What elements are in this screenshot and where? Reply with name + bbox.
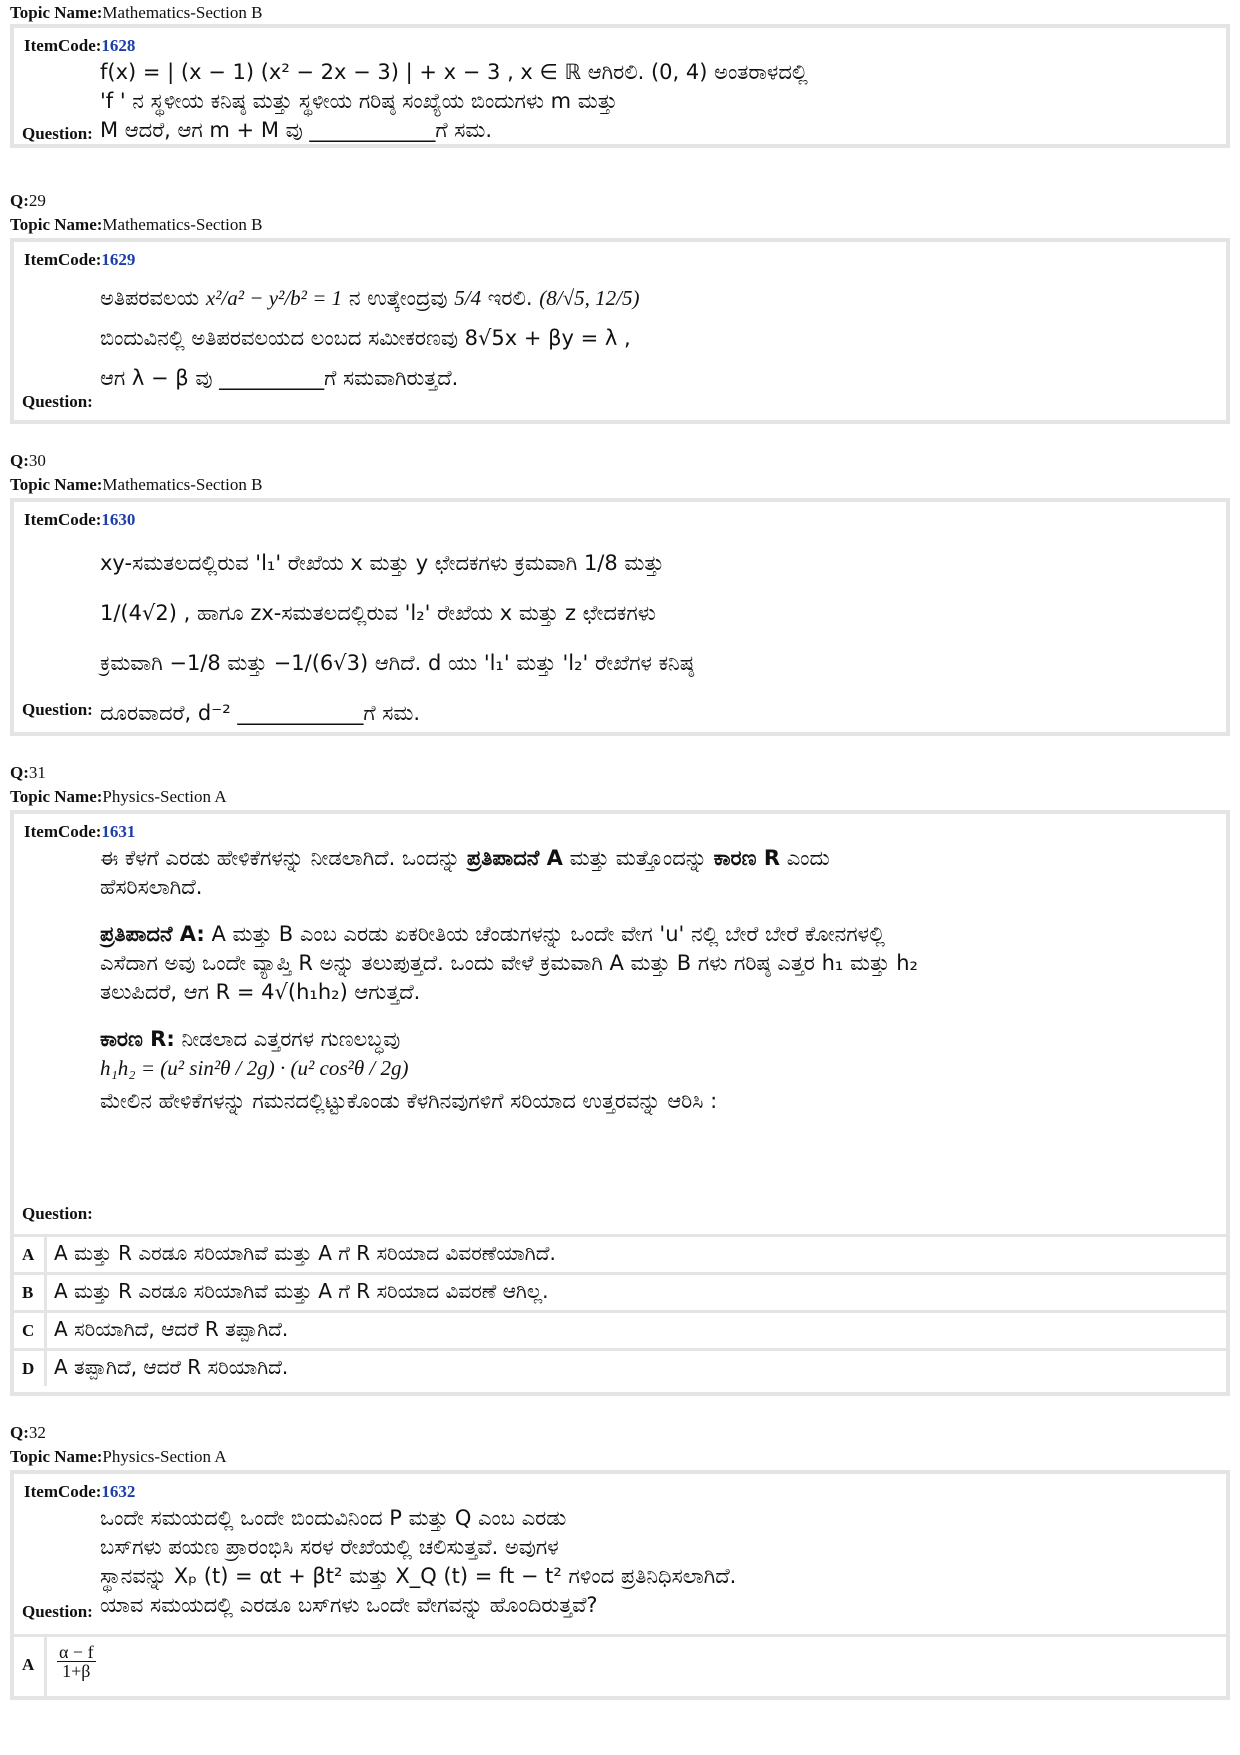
option-divider	[44, 1313, 47, 1348]
reason-text: ನೀಡಲಾದ ಎತ್ತರಗಳ ಗುಣಲಬ್ಧವು	[181, 1027, 401, 1051]
answer-option[interactable]	[14, 1310, 1226, 1348]
item-code-label: ItemCode:	[24, 36, 102, 55]
topic-header	[10, 214, 262, 236]
question-line: 1/(4√2) , ಹಾಗೂ zx-ಸಮತಲದಲ್ಲಿರುವ 'l₂' ರೇಖೆಯ x ಮತ್ತು z ಛೇದಕಗಳು	[100, 601, 656, 625]
fraction-denominator: 1+β	[62, 1661, 91, 1681]
fraction	[57, 1643, 96, 1680]
eccentricity-value: 5/4	[454, 286, 482, 310]
item-code	[24, 250, 135, 270]
assertion-paragraph	[100, 920, 920, 1007]
q-label: Q:	[10, 191, 29, 210]
text-fragment: ಮತ್ತು ಮತ್ತೊಂದನ್ನು	[569, 846, 707, 870]
item-code	[24, 1482, 135, 1502]
option-text: A ಮತ್ತು R ಎರಡೂ ಸರಿಯಾಗಿವೆ ಮತ್ತು A ಗೆ R ಸರಿಯಾದ ವಿವರಣೆಯಾಗಿದೆ.	[54, 1241, 556, 1265]
answer-option[interactable]	[14, 1272, 1226, 1310]
question-text	[100, 1504, 920, 1620]
question-line: xy-ಸಮತಲದಲ್ಲಿರುವ 'l₁' ರೇಖೆಯ x ಮತ್ತು y ಛೇದಕಗಳು ಕ್ರಮವಾಗಿ 1/8 ಮತ್ತು	[100, 551, 664, 575]
question-label: Question:	[22, 392, 93, 411]
item-code-value: 1629	[101, 250, 136, 269]
equation: x²/a² − y²/b² = 1	[205, 286, 343, 310]
option-text: A ತಪ್ಪಾಗಿದೆ, ಆದರೆ R ಸರಿಯಾಗಿದೆ.	[54, 1355, 289, 1379]
intro-paragraph	[100, 844, 920, 902]
text-fragment: ನ ಉತ್ಕೇಂದ್ರವು	[348, 286, 448, 310]
question-card	[10, 24, 1230, 148]
topic-name: Physics-Section A	[102, 1447, 227, 1466]
question-line: ಬಸ್‌ಗಳು ಪಯಣ ಪ್ರಾರಂಭಿಸಿ ಸರಳ ರೇಖೆಯಲ್ಲಿ ಚಲಿಸುತ್ತವೆ. ಅವುಗಳ	[100, 1535, 559, 1559]
question-text	[100, 844, 920, 1116]
option-letter: B	[22, 1283, 34, 1302]
question-line: f(x) = | (x − 1) (x² − 2x − 3) | + x − 3 , x ∈ ℝ ಆಗಿರಲಿ. (0, 4) ಅಂತರಾಳದಲ್ಲಿ	[100, 60, 808, 84]
topic-label: Topic Name:	[10, 475, 103, 494]
question-line: ಆಗ λ − β ವು __________ಗೆ ಸಮವಾಗಿರುತ್ತದೆ.	[100, 366, 459, 390]
question-label: Question:	[22, 700, 93, 719]
instruction-text: ಮೇಲಿನ ಹೇಳಿಕೆಗಳನ್ನು ಗಮನದಲ್ಲಿಟ್ಟುಕೊಂಡು ಕೆಳಗಿನವುಗಳಿಗೆ ಸರಿಯಾದ ಉತ್ತರವನ್ನು ಆರಿಸಿ :	[100, 1089, 718, 1113]
question-number	[10, 762, 46, 784]
item-code-value: 1630	[101, 510, 136, 529]
reason-formula: h₁h₂ = (u² sin²θ / 2g) · (u² cos²θ / 2g)	[100, 1056, 409, 1080]
question-line: 'f ' ನ ಸ್ಥಳೀಯ ಕನಿಷ್ಠ ಮತ್ತು ಸ್ಥಳೀಯ ಗರಿಷ್ಠ ಸಂಖ್ಯೆಯ ಬಿಂದುಗಳು m ಮತ್ತು	[100, 89, 618, 113]
option-divider	[44, 1275, 47, 1310]
reason-paragraph	[100, 1025, 920, 1083]
topic-header	[10, 1446, 227, 1468]
item-code	[24, 822, 135, 842]
topic-header	[10, 786, 227, 808]
topic-label: Topic Name:	[10, 3, 103, 22]
question-line: ಸ್ಥಾನವನ್ನು Xₚ (t) = αt + βt² ಮತ್ತು X_Q (t) = ft − t² ಗಳಿಂದ ಪ್ರತಿನಿಧಿಸಲಾಗಿದೆ.	[100, 1564, 737, 1588]
reason-term: ಕಾರಣ R	[713, 846, 781, 870]
item-code-value: 1632	[101, 1482, 136, 1501]
option-text	[54, 1643, 99, 1680]
question-line	[100, 278, 920, 318]
question-number	[10, 190, 46, 212]
reason-label: ಕಾರಣ R:	[100, 1027, 175, 1051]
topic-label: Topic Name:	[10, 787, 103, 806]
topic-name: Mathematics-Section B	[102, 475, 263, 494]
option-divider	[44, 1637, 47, 1696]
question-line: ದೂರವಾದರೆ, d⁻² ____________ಗೆ ಸಮ.	[100, 701, 421, 725]
item-code	[24, 510, 135, 530]
question-text	[100, 278, 920, 398]
question-text	[100, 538, 920, 738]
option-letter: C	[22, 1321, 35, 1340]
question-label: Question:	[22, 124, 93, 143]
topic-name: Mathematics-Section B	[102, 215, 263, 234]
option-letter: A	[22, 1245, 35, 1264]
option-text: A ಸರಿಯಾಗಿದೆ, ಆದರೆ R ತಪ್ಪಾಗಿದೆ.	[54, 1317, 289, 1341]
option-text: A ಮತ್ತು R ಎರಡೂ ಸರಿಯಾಗಿವೆ ಮತ್ತು A ಗೆ R ಸರಿಯಾದ ವಿವರಣೆ ಆಗಿಲ್ಲ.	[54, 1279, 549, 1303]
question-number	[10, 450, 46, 472]
topic-name: Mathematics-Section B	[102, 3, 263, 22]
assertion-label: ಪ್ರತಿಪಾದನೆ A:	[100, 922, 205, 946]
item-code-value: 1631	[101, 822, 136, 841]
option-letter: A	[22, 1655, 35, 1674]
question-line: ಒಂದೇ ಸಮಯದಲ್ಲಿ ಒಂದೇ ಬಿಂದುವಿನಿಂದ P ಮತ್ತು Q ಎಂಬ ಎರಡು	[100, 1506, 567, 1530]
fraction-numerator: α − f	[59, 1642, 94, 1662]
item-code-label: ItemCode:	[24, 510, 102, 529]
answer-option[interactable]	[14, 1234, 1226, 1272]
q-label: Q:	[10, 1423, 29, 1442]
option-divider	[44, 1351, 47, 1386]
item-code-label: ItemCode:	[24, 1482, 102, 1501]
text-fragment: ಎಂದು ಹೆಸರಿಸಲಾಗಿದೆ.	[100, 846, 830, 899]
question-text	[100, 58, 920, 145]
point-coordinates: (8/√5, 12/5)	[539, 286, 640, 310]
item-code-label: ItemCode:	[24, 822, 102, 841]
q-number: 31	[28, 763, 46, 782]
assertion-text: A ಮತ್ತು B ಎಂಬ ಎರಡು ಏಕರೀತಿಯ ಚೆಂಡುಗಳನ್ನು ಒಂದೇ ವೇಗ 'u' ನಲ್ಲಿ ಬೇರೆ ಬೇರೆ ಕೋನಗಳಲ್ಲಿ ಎಸೆದಾಗ ಅವು ಒಂದೇ ವ್ಯಾಪ್ತಿ R ಅನ್ನು ತಲುಪುತ್ತದೆ. ಒಂದು ವೇಳೆ ಕ್ರಮವಾಗಿ A ಮತ್ತು B ಗಳು ಗರಿಷ್ಠ ಎತ್ತರ h₁ ಮತ್ತು h₂ ತಲುಪಿದರೆ, ಆಗ R = 4√(h₁h₂) ಆಗುತ್ತದೆ.	[100, 922, 918, 1004]
option-divider	[44, 1237, 47, 1272]
item-code-value: 1628	[101, 36, 136, 55]
assertion-term: ಪ್ರತಿಪಾದನೆ A	[466, 846, 563, 870]
question-line: M ಆದರೆ, ಆಗ m + M ವು ____________ಗೆ ಸಮ.	[100, 118, 493, 142]
item-code-label: ItemCode:	[24, 250, 102, 269]
question-line: ಯಾವ ಸಮಯದಲ್ಲಿ ಎರಡೂ ಬಸ್‌ಗಳು ಒಂದೇ ವೇಗವನ್ನು ಹೊಂದಿರುತ್ತವೆ?	[100, 1593, 598, 1617]
text-fragment: ಈ ಕೆಳಗೆ ಎರಡು ಹೇಳಿಕೆಗಳನ್ನು ನೀಡಲಾಗಿದೆ. ಒಂದನ್ನು	[100, 846, 461, 870]
topic-name: Physics-Section A	[102, 787, 227, 806]
topic-header	[10, 474, 262, 496]
answer-option[interactable]	[14, 1634, 1226, 1696]
q-number: 32	[28, 1423, 46, 1442]
text-fragment: ಇರಲಿ.	[487, 286, 533, 310]
topic-label: Topic Name:	[10, 215, 103, 234]
option-letter: D	[22, 1359, 35, 1378]
question-label: Question:	[22, 1204, 93, 1223]
question-card	[10, 1470, 1230, 1700]
q-label: Q:	[10, 451, 29, 470]
question-label: Question:	[22, 1602, 93, 1621]
question-card	[10, 498, 1230, 736]
question-card	[10, 238, 1230, 424]
item-code	[24, 36, 135, 56]
question-line: ಕ್ರಮವಾಗಿ −1/8 ಮತ್ತು −1/(6√3) ಆಗಿದೆ. d ಯು 'l₁' ಮತ್ತು 'l₂' ರೇಖೆಗಳ ಕನಿಷ್ಠ	[100, 651, 694, 675]
q-label: Q:	[10, 763, 29, 782]
question-card	[10, 810, 1230, 1396]
topic-header	[10, 2, 262, 24]
answer-option[interactable]	[14, 1348, 1226, 1386]
question-line: ಬಿಂದುವಿನಲ್ಲಿ ಅತಿಪರವಲಯದ ಲಂಬದ ಸಮೀಕರಣವು 8√5x + βy = λ ,	[100, 326, 631, 350]
q-number: 29	[28, 191, 46, 210]
question-number	[10, 1422, 46, 1444]
q-number: 30	[28, 451, 46, 470]
topic-label: Topic Name:	[10, 1447, 103, 1466]
text-fragment: ಅತಿಪರವಲಯ	[100, 286, 200, 310]
